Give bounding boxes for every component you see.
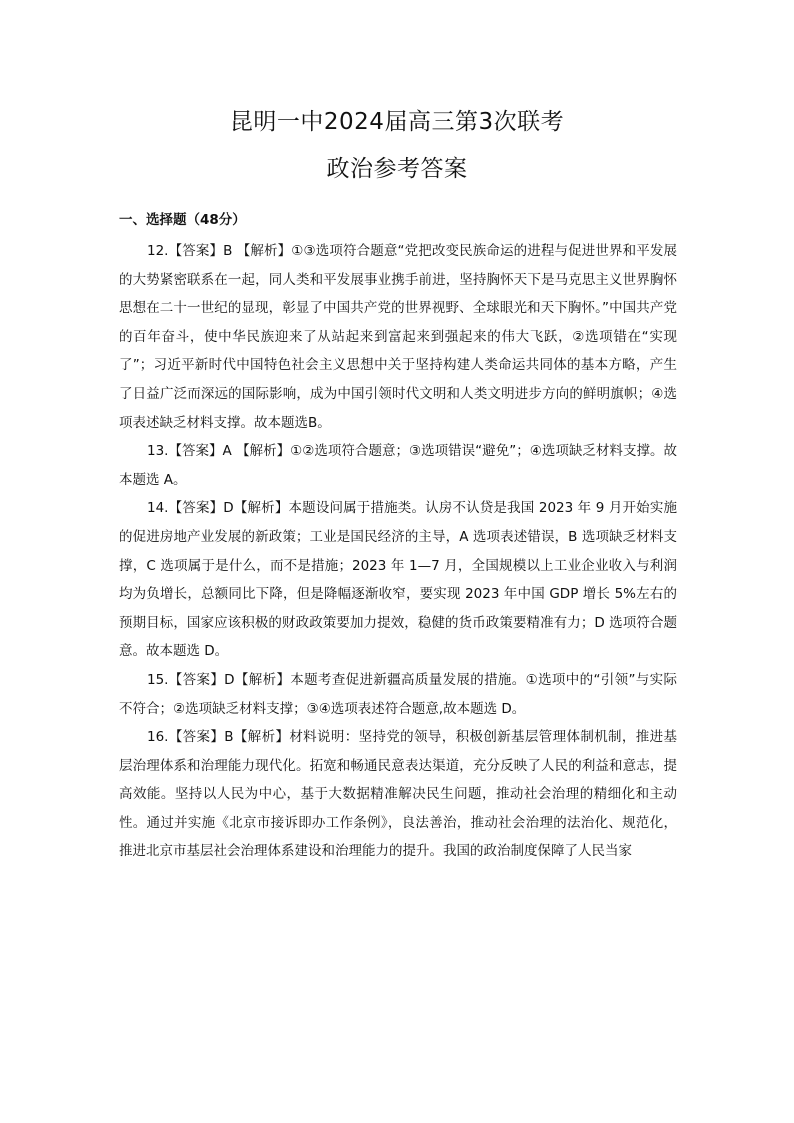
answer-paragraph-14: 14.【答案】D【解析】本题设问属于措施类。认房不认贷是我国 2023 年 9 月开始实施的促进房地产业发展的新政策；工业是国民经济的主导，A 选项表述错误，B 选项缺乏材料支撑，C 选项属于是什么，而不是措施；2023 年 1—7 月，全国规模以上工业企业收入与利润均为负增长，总额同比下降，但是降幅逐渐收窄，要实现 2023 年中国 GDP 增长 5%左右的预期目标，国家应该积极的财政政策要加力提效，稳健的货币政策要精准有力；D 选项符合题意。故本题选 D。	[119, 500, 677, 660]
document-title: 昆明一中2024届高三第3次联考	[229, 109, 565, 135]
answer-paragraph-12: 12.【答案】B 【解析】①③选项符合题意“党把改变民族命运的进程与促进世界和平发展的大势紧密联系在一起，同人类和平发展事业携手前进，坚持胸怀天下是马克思主义世界胸怀思想在二十一世纪的显现，彰显了中国共产党的世界视野、全球眼光和天下胸怀。”中国共产党的百年奋斗，使中华民族迎来了从站起来到富起来到强起来的伟大飞跃，②选项错在“实现了”；习近平新时代中国特色社会主义思想中关于坚持构建人类命运共同体的基本方略，产生了日益广泛而深远的国际影响，成为中国引领时代文明和人类文明进步方向的鲜明旗帜；④选项表述缺乏材料支撑。故本题选B。	[119, 243, 677, 431]
answer-paragraph-16: 16.【答案】B【解析】材料说明：坚持党的领导，积极创新基层管理体制机制，推进基层治理体系和治理能力现代化。拓宽和畅通民意表达渠道，充分反映了人民的利益和意志，提高效能。坚持以人民为中心，基于大数据精准解决民生问题，推动社会治理的精细化和主动性。通过并实施《北京市接诉即办工作条例》，良法善治，推动社会治理的法治化、规范化，推进北京市基层社会治理体系建设和治理能力的提升。我国的政治制度保障了人民当家	[119, 729, 677, 860]
section-heading: 一、选择题（48分）	[119, 212, 246, 228]
answer-body	[119, 237, 677, 866]
answer-paragraph-13: 13.【答案】A 【解析】①②选项符合题意；③选项错误“避免”；④选项缺乏材料支撑。故本题选 A。	[119, 443, 677, 488]
answer-paragraph-15: 15.【答案】D【解析】本题考查促进新疆高质量发展的措施。①选项中的“引领”与实际不符合；②选项缺乏材料支撑；③④选项表述符合题意,故本题选 D。	[119, 671, 677, 717]
document-subtitle: 政治参考答案	[326, 156, 468, 182]
